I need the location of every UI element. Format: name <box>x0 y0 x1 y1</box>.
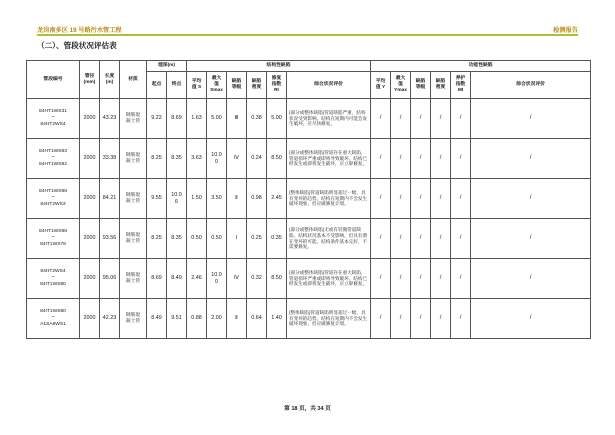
y-avg-cell: / <box>371 299 391 339</box>
depth-start-cell: 8.25 <box>147 219 167 259</box>
assessment-table <box>26 60 591 339</box>
f-grade-cell: / <box>411 179 431 219</box>
mi-cell: / <box>451 99 471 139</box>
col-ri: 修复 指数 RI <box>267 72 287 99</box>
f-eval-cell: / <box>471 299 591 339</box>
pipe-start-id: 84IT1WS80 <box>40 308 66 314</box>
col-defect-grade: 缺陷 等级 <box>227 72 247 99</box>
mi-cell: / <box>451 219 471 259</box>
defect-density-cell: 0.24 <box>247 139 267 179</box>
report-type: 检测报告 <box>553 27 578 34</box>
pipe-id-cell <box>27 99 80 139</box>
material-cell: 钢筋混 凝土管 <box>120 179 147 219</box>
pipe-end-id: 84HT2WS3 <box>40 201 66 207</box>
col-depth-start: 起点 <box>147 72 167 99</box>
table-row <box>27 259 591 299</box>
mi-cell: / <box>451 139 471 179</box>
table-row <box>27 299 591 339</box>
eval-cell: (部分或整体缺陷)管道存在重大缺陷，管道损坏严重或即将导致破坏。结构已经发生或即将发生破坏，应立即修复。 <box>287 259 371 299</box>
length-cell: 43.23 <box>100 99 120 139</box>
eval-cell: (部分或整体缺陷)管道缺陷严重，结构状况受到影响。结构在短期内可能会发生破坏，应尽快修复。 <box>287 99 371 139</box>
pipe-start-id: 84HT1WS31 <box>39 108 67 114</box>
col-s-avg: 平均 值 S <box>187 72 207 99</box>
header-divider <box>37 34 578 36</box>
pipe-start-id: 84HT1WS83 <box>39 148 67 154</box>
ri-cell: 5.00 <box>267 99 287 139</box>
pipe-separator: ~ <box>51 115 55 121</box>
pipe-end-id: 84HT1WS82 <box>39 161 67 167</box>
col-depth-end: 终点 <box>167 72 187 99</box>
pipe-id-cell <box>27 299 80 339</box>
length-cell: 33.38 <box>100 139 120 179</box>
s-max-cell: 3.50 <box>207 179 227 219</box>
y-max-cell: / <box>391 179 411 219</box>
defect-grade-cell: Ⅲ <box>227 99 247 139</box>
s-avg-cell: 0.50 <box>187 219 207 259</box>
section-title: （二）、管段状况评估表 <box>37 41 117 50</box>
depth-end-cell: 8.35 <box>167 219 187 259</box>
diameter-cell: 2000 <box>80 259 100 299</box>
y-avg-cell: / <box>371 219 391 259</box>
pipe-end-id: 84HT2WS4 <box>40 121 66 127</box>
material-cell: 钢筋混 凝土管 <box>120 219 147 259</box>
material-cell: 钢筋混 凝土管 <box>120 259 147 299</box>
mi-cell: / <box>451 179 471 219</box>
mi-cell: / <box>451 299 471 339</box>
length-cell: 95.06 <box>100 259 120 299</box>
f-density-cell: / <box>431 299 451 339</box>
material-cell: 钢筋混 凝土管 <box>120 99 147 139</box>
s-max-cell: 5.00 <box>207 99 227 139</box>
defect-grade-cell: Ⅳ <box>227 139 247 179</box>
depth-end-cell: 9.51 <box>167 299 187 339</box>
f-eval-cell: / <box>471 219 591 259</box>
diameter-cell: 2000 <box>80 179 100 219</box>
depth-start-cell: 9.55 <box>147 179 167 219</box>
pipe-start-id: 84HT2WS4 <box>40 268 66 274</box>
f-grade-cell: / <box>411 219 431 259</box>
depth-end-cell: 8.49 <box>167 259 187 299</box>
col-material: 材质 <box>120 61 147 99</box>
pipe-separator: ~ <box>51 235 55 241</box>
col-mi: 养护 指数 MI <box>451 72 471 99</box>
defect-grade-cell: Ⅱ <box>227 179 247 219</box>
pipe-start-id: 84HT1WS98 <box>39 228 67 234</box>
defect-density-cell: 0.25 <box>247 219 267 259</box>
pipe-start-id: 84HT1WS98 <box>39 188 67 194</box>
table-row <box>27 219 591 259</box>
table-row <box>27 139 591 179</box>
ri-cell: 8.50 <box>267 139 287 179</box>
diameter-cell: 2000 <box>80 99 100 139</box>
f-eval-cell: / <box>471 179 591 219</box>
y-avg-cell: / <box>371 99 391 139</box>
y-max-cell: / <box>391 259 411 299</box>
pipe-end-id: 84IT1WS78 <box>40 241 66 247</box>
col-y-avg: 平均 值 Y <box>371 72 391 99</box>
pipe-id-cell <box>27 219 80 259</box>
eval-cell: (整体缺陷)管道缺陷明显超过一级，具有变坏的趋势。结构在短期内不会发生破坏现象，但应做修复计划。 <box>287 299 371 339</box>
material-cell: 钢筋混 凝土管 <box>120 139 147 179</box>
defect-density-cell: 0.98 <box>247 179 267 219</box>
col-eval: 综合状况评价 <box>287 72 371 99</box>
pipe-separator: ~ <box>51 195 55 201</box>
col-pipe-id: 管段编号 <box>27 61 80 99</box>
defect-grade-cell: Ⅳ <box>227 259 247 299</box>
pipe-separator: ~ <box>51 275 55 281</box>
diameter-cell: 2000 <box>80 139 100 179</box>
s-avg-cell: 2.46 <box>187 259 207 299</box>
ri-cell: 8.50 <box>267 259 287 299</box>
table-row <box>27 179 591 219</box>
ri-cell: 1.40 <box>267 299 287 339</box>
col-length: 长度 (m) <box>100 61 120 99</box>
s-max-cell: 10.0 0 <box>207 259 227 299</box>
f-eval-cell: / <box>471 259 591 299</box>
defect-grade-cell: Ⅱ <box>227 299 247 339</box>
s-max-cell: 2.00 <box>207 299 227 339</box>
f-grade-cell: / <box>411 99 431 139</box>
diameter-cell: 2000 <box>80 219 100 259</box>
pipe-id-cell <box>27 139 80 179</box>
col-f-density: 缺陷 密度 <box>431 72 451 99</box>
col-structural: 结构性缺陷 <box>187 61 371 72</box>
f-density-cell: / <box>431 139 451 179</box>
defect-grade-cell: Ⅰ <box>227 219 247 259</box>
pipe-end-id: A1SA6WS1 <box>40 321 66 327</box>
pipe-separator: ~ <box>51 155 55 161</box>
y-max-cell: / <box>391 219 411 259</box>
y-max-cell: / <box>391 99 411 139</box>
mi-cell: / <box>451 259 471 299</box>
col-functional: 功能性缺陷 <box>371 61 591 72</box>
pipe-id-cell <box>27 259 80 299</box>
depth-start-cell: 8.25 <box>147 139 167 179</box>
ri-cell: 0.35 <box>267 219 287 259</box>
s-avg-cell: 3.63 <box>187 139 207 179</box>
pipe-separator: ~ <box>51 315 55 321</box>
length-cell: 42.23 <box>100 299 120 339</box>
col-diameter: 管径 (mm) <box>80 61 100 99</box>
table-row <box>27 99 591 139</box>
y-max-cell: / <box>391 299 411 339</box>
f-grade-cell: / <box>411 259 431 299</box>
depth-start-cell: 8.69 <box>147 259 167 299</box>
eval-cell: (部分或整体缺陷)管道存在重大缺陷，管道损坏严重或即将导致破坏。结构已经发生或即将发生破坏，应立即修复。 <box>287 139 371 179</box>
f-grade-cell: / <box>411 299 431 339</box>
eval-cell: (部分或整体缺陷)无或有轻微管道缺陷，结构状况基本不受影响，但具有潜在变坏的可能。结构条件基本完好，不需要修复。 <box>287 219 371 259</box>
f-density-cell: / <box>431 259 451 299</box>
defect-density-cell: 0.64 <box>247 299 267 339</box>
depth-end-cell: 8.35 <box>167 139 187 179</box>
material-cell: 钢筋混 凝土管 <box>120 299 147 339</box>
pipe-end-id: 84IT1WS80 <box>40 281 66 287</box>
depth-start-cell: 9.22 <box>147 99 167 139</box>
length-cell: 93.56 <box>100 219 120 259</box>
pipe-id-cell <box>27 179 80 219</box>
s-max-cell: 10.0 0 <box>207 139 227 179</box>
page-footer: 第 18 页，共 34 页 <box>284 406 331 412</box>
ri-cell: 2.45 <box>267 179 287 219</box>
table-body <box>27 99 591 339</box>
depth-end-cell: 8.69 <box>167 99 187 139</box>
col-y-max: 最大 值 Ymax <box>391 72 411 99</box>
y-avg-cell: / <box>371 179 391 219</box>
col-defect-density: 缺陷 密度 <box>247 72 267 99</box>
length-cell: 84.21 <box>100 179 120 219</box>
f-eval-cell: / <box>471 99 591 139</box>
diameter-cell: 2000 <box>80 299 100 339</box>
f-density-cell: / <box>431 219 451 259</box>
s-max-cell: 0.50 <box>207 219 227 259</box>
f-eval-cell: / <box>471 139 591 179</box>
y-avg-cell: / <box>371 259 391 299</box>
project-name: 龙岗南多区 19 号路污水管工程 <box>37 27 122 34</box>
y-max-cell: / <box>391 139 411 179</box>
depth-end-cell: 10.0 6 <box>167 179 187 219</box>
col-f-eval: 综合状况评价 <box>471 72 591 99</box>
eval-cell: (整体缺陷)管道缺陷明显超过一级，具有变坏的趋势。结构在短期内不会发生破坏现象，但应做修复计划。 <box>287 179 371 219</box>
s-avg-cell: 1.63 <box>187 99 207 139</box>
depth-start-cell: 8.49 <box>147 299 167 339</box>
s-avg-cell: 1.50 <box>187 179 207 219</box>
col-s-max: 最大 值 Smax <box>207 72 227 99</box>
y-avg-cell: / <box>371 139 391 179</box>
f-density-cell: / <box>431 99 451 139</box>
col-depth: 埋深(m) <box>147 61 187 72</box>
defect-density-cell: 0.32 <box>247 259 267 299</box>
col-f-grade: 缺陷 等级 <box>411 72 431 99</box>
defect-density-cell: 0.38 <box>247 99 267 139</box>
s-avg-cell: 0.88 <box>187 299 207 339</box>
f-grade-cell: / <box>411 139 431 179</box>
f-density-cell: / <box>431 179 451 219</box>
